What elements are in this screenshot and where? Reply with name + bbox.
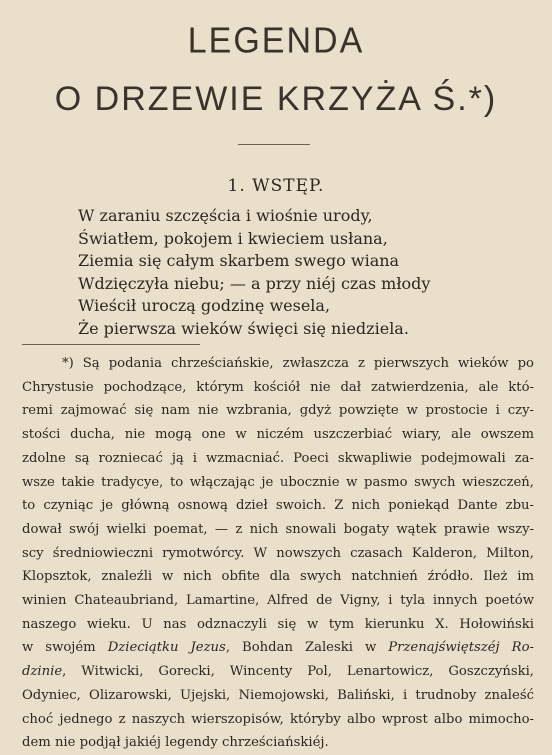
- footnote-line: to czyniąc je główną osnową dzieł swoich. Z nich poniekąd Dante zbu-: [22, 498, 534, 514]
- poem-line: Wieścił uroczą godzinę wesela,: [78, 296, 331, 315]
- footnote-line: Odyniec, Olizarowski, Ujejski, Niemojowski, Baliński, i trudnoby znaleść: [22, 687, 534, 703]
- footnote-line: *) Są podania chrześciańskie, zwłaszcza z pierwszych wieków po: [62, 356, 534, 371]
- page-title-line-2: O DRZEWIE KRZYŻA Ś.*): [54, 80, 498, 118]
- footnote-text: , Bohdan Zaleski w: [225, 640, 389, 656]
- footnote-line: [22, 636, 534, 660]
- footnote-line: stości ducha, nie mogą one w niczém uszczerbiać wiary, ale owszem: [22, 427, 534, 443]
- footnote-line: Klopsztok, znaleźli w nich obfite dla swych natchnień źródło. Ileż im: [22, 569, 534, 585]
- footnote-text: , Witwicki, Gorecki, Wincenty Pol, Lenartowicz, Goszczyński,: [62, 664, 534, 680]
- footnote-line: wsze takie tradycye, to włączając je ubocznie w pasmo swych wieszczeń,: [22, 474, 534, 490]
- footnote-line: remi zajmować się nam nie wzbrania, gdyż powzięte w prostocie i czy-: [22, 403, 534, 419]
- footnote-line: zdolne są rozniecać ją i wzmacniać. Poeci skwapliwie podejmowali za-: [22, 450, 534, 466]
- section-heading: 1. WSTĘP.: [227, 176, 325, 196]
- footnote-line: dował swój wielki poemat, — z nich snowali bogaty wątek prawie wszy-: [22, 521, 534, 537]
- footnote-line: [22, 660, 534, 684]
- footnote-line: Chrystusie pochodzące, którym kościół nie dał zatwierdzenia, ale któ-: [22, 379, 534, 395]
- poem-line: Że pierwsza wieków święci się niedziela.: [78, 318, 409, 338]
- footnote-line: scy średniowieczni rymotwórcy. W nowszych czasach Kalderon, Milton,: [22, 545, 534, 561]
- page-title-line-1: LEGENDA: [187, 21, 365, 61]
- footnote-line: naszego wieku. U nas odznaczyli się w tym kierunku X. Hołowiński: [22, 616, 534, 632]
- footnote-divider: [22, 344, 200, 345]
- title-divider: [238, 144, 310, 145]
- footnote-line: winien Chateaubriand, Lamartine, Alfred de Vigny, i tyla innych poetów: [22, 593, 534, 609]
- footnote-line: dem nie podjął jakiéj legendy chrześciańskiéj.: [22, 735, 329, 751]
- poem-line: W zaraniu szczęścia i wiośnie urody,: [78, 206, 373, 225]
- work-title: Dzieciątku Jezus: [107, 640, 226, 656]
- footnote-line: choć jednego z naszych wierszopisów, któryby albo wprost albo mimocho-: [22, 711, 534, 727]
- poem-stanza: [78, 205, 498, 340]
- footnote-text: w swojém: [22, 640, 108, 656]
- work-title: Przenajświętszéj Ro-: [388, 640, 534, 656]
- work-title: dzinie: [22, 664, 63, 680]
- poem-line: Światłem, pokojem i kwieciem usłana,: [78, 228, 388, 248]
- poem-line: Wdzięczyła niebu; — a przy niéj czas młody: [78, 273, 431, 293]
- poem-line: Ziemia się całym skarbem swego wiana: [78, 251, 400, 270]
- footnote: [22, 352, 534, 755]
